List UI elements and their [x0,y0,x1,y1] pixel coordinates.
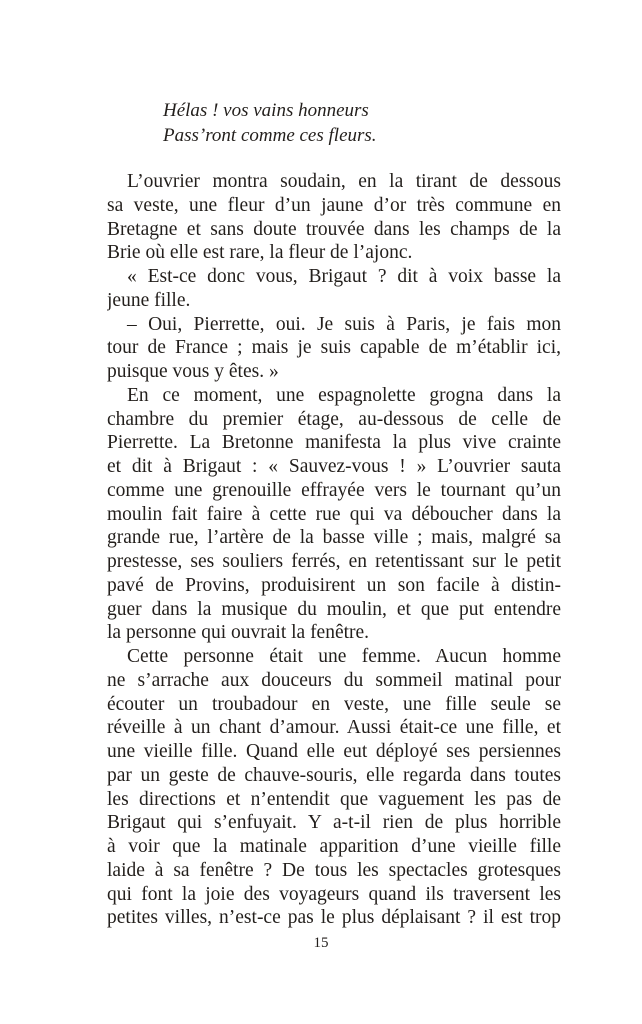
text-line: à voir que la matinale apparition d’une vieille fille [107,836,561,857]
text-line: les directions et n’entendit que vaguement les pas de [107,788,561,810]
text-line: une vieille fille. Quand elle eut déployé ses persiennes [107,741,561,762]
paragraph [107,313,561,384]
verse-line: Pass’ront comme ces fleurs. [163,125,377,146]
body-text [107,170,561,930]
text-line: écouter un troubadour en veste, une fille seule se [107,693,561,715]
text-line: En ce moment, une espagnolette grogna dans la [127,384,561,406]
text-line: par un geste de chauve-souris, elle regarda dans toutes [107,764,561,786]
paragraph [107,384,561,645]
text-line: Bretagne et sans doute trouvée dans les champs de la [107,218,561,240]
paragraph [107,645,561,930]
verse-line: Hélas ! vos vains honneurs [163,100,369,121]
text-line: comme une grenouille effrayée vers le tournant qu’un [107,479,561,501]
text-line: Cette personne était une femme. Aucun homme [127,646,561,667]
text-line: chambre du premier étage, au-dessous de celle de [107,408,561,430]
text-line: la personne qui ouvrait la fenêtre. [107,622,370,644]
text-line: petites villes, n’est-ce pas le plus déplaisant ? il est trop [107,907,561,929]
text-line: ne s’arrache aux douceurs du sommeil matinal pour [107,669,561,691]
text-line: guer dans la musique du moulin, et que put entendre [107,598,561,620]
text-line: puisque vous y êtes. » [107,361,279,382]
text-line: moulin fait faire à cette rue qui va déboucher dans la [107,503,561,525]
paragraph [107,170,561,265]
text-line: sa veste, une fleur d’un jaune d’or très commune en [107,194,561,216]
text-line: laide à sa fenêtre ? De tous les spectacles grotesques [107,859,561,881]
text-line: tour de France ; mais je suis capable de m’établir ici, [107,337,561,359]
text-line: pavé de Provins, produisirent un son facile à distin- [107,574,561,596]
text-line: Pierrette. La Bretonne manifesta la plus vive crainte [107,432,561,454]
text-line: « Est-ce donc vous, Brigaut ? dit à voix basse la [127,266,561,287]
paragraph [107,265,561,313]
text-line: et dit à Brigaut : « Sauvez-vous ! » L’ouvrier sauta [107,456,561,477]
text-line: – Oui, Pierrette, oui. Je suis à Paris, je fais mon [127,313,561,335]
page-number: 15 [313,935,329,951]
verse-epigraph [163,98,563,148]
text-line: L’ouvrier montra soudain, en la tirant de dessous [127,171,561,192]
text-line: Brigaut qui s’enfuyait. Y a-t-il rien de plus horrible [107,812,561,834]
text-line: réveille à un chant d’amour. Aussi était-ce une fille, et [107,717,561,739]
text-line: Brie où elle est rare, la fleur de l’ajonc. [107,242,413,264]
text-line: grande rue, l’artère de la basse ville ; mais, malgré sa [107,527,561,549]
text-line: qui font la joie des voyageurs quand ils traversent les [107,883,561,905]
text-line: prestesse, ses souliers ferrés, en retentissant sur le petit [107,551,561,572]
text-line: jeune fille. [107,289,191,311]
